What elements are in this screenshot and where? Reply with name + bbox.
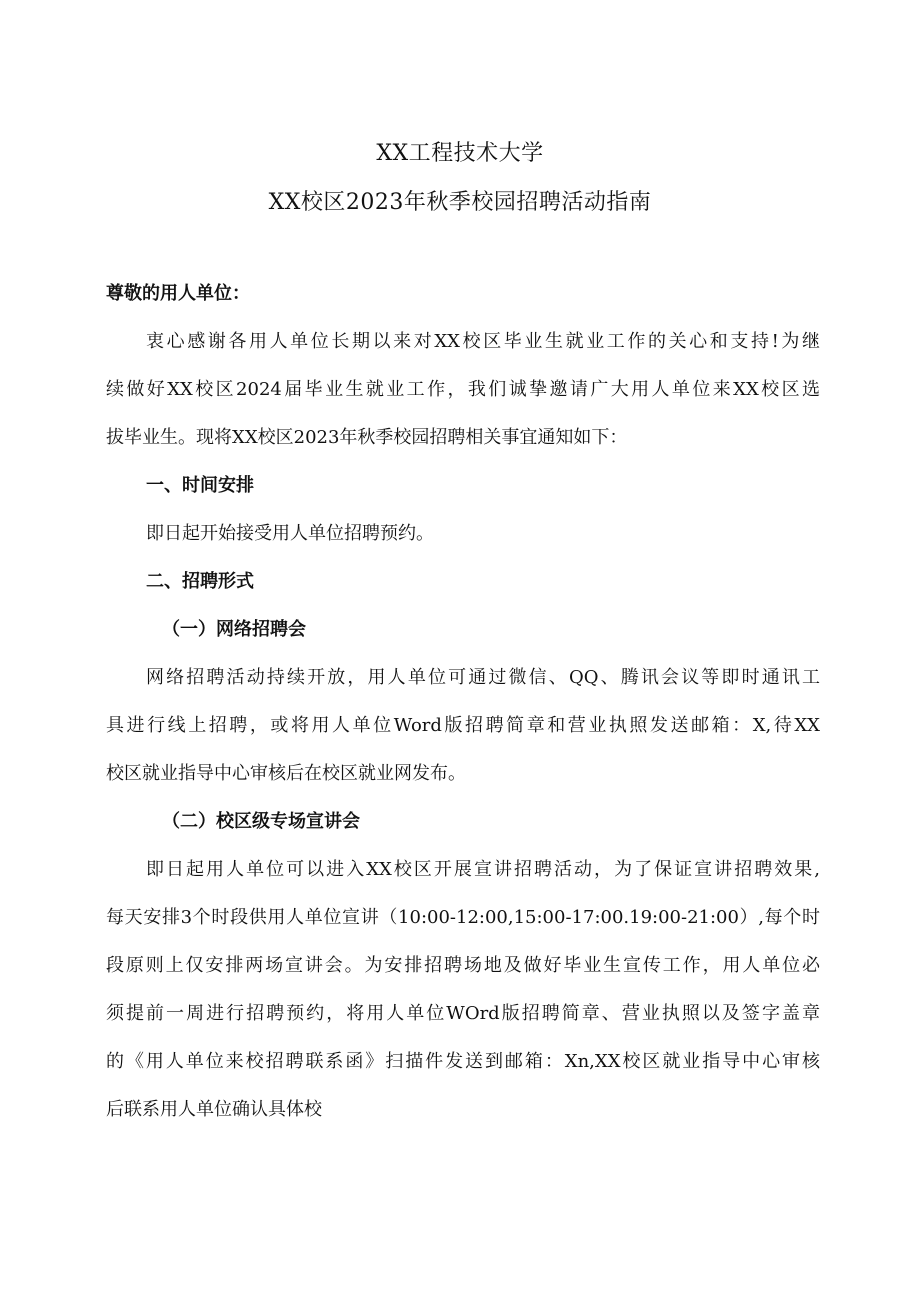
- subsection-1-line-1: 网络招聘活动持续开放，用人单位可通过微信、QQ、腾讯会议等即时通讯工: [146, 667, 820, 688]
- subsection-2-line-6: 后联系用人单位确认具体校: [106, 1099, 322, 1120]
- section-1-heading: 一、时间安排: [146, 475, 254, 496]
- section-1-body: 即日起开始接受用人单位招聘预约。: [146, 523, 434, 544]
- intro-line-1: 衷心感谢各用人单位长期以来对XX校区毕业生就业工作的关心和支持!为继: [146, 331, 820, 352]
- subsection-1-line-2: 具进行线上招聘，或将用人单位Word版招聘简章和营业执照发送邮箱：X,待XX: [106, 715, 820, 736]
- subsection-2-line-3: 段原则上仅安排两场宣讲会。为安排招聘场地及做好毕业生宣传工作，用人单位必: [106, 955, 820, 976]
- intro-line-3: 拔毕业生。现将XX校区2023年秋季校园招聘相关事宜通知如下：: [106, 427, 628, 448]
- document-title-line-2: XX校区2023年秋季校园招聘活动指南: [268, 190, 652, 215]
- section-2-heading: 二、招聘形式: [146, 571, 254, 592]
- document-title-line-1: XX工程技术大学: [376, 141, 544, 166]
- salutation: 尊敬的用人单位：: [106, 283, 250, 304]
- intro-line-2: 续做好XX校区2024届毕业生就业工作，我们诚挚邀请广大用人单位来XX校区选: [106, 379, 820, 400]
- subsection-1-heading: （一）网络招聘会: [162, 619, 306, 640]
- subsection-2-line-5: 的《用人单位来校招聘联系函》扫描件发送到邮箱：Xn,XX校区就业指导中心审核: [106, 1051, 820, 1072]
- subsection-2-line-2: 每天安排3个时段供用人单位宣讲（10:00-12:00,15:00-17:00.19:00-21:00）,每个时: [106, 907, 820, 928]
- subsection-1-line-3: 校区就业指导中心审核后在校区就业网发布。: [106, 763, 466, 784]
- subsection-2-heading: （二）校区级专场宣讲会: [162, 811, 360, 832]
- subsection-2-line-1: 即日起用人单位可以进入XX校区开展宣讲招聘活动，为了保证宣讲招聘效果,: [146, 859, 820, 880]
- subsection-2-line-4: 须提前一周进行招聘预约，将用人单位WOrd版招聘简章、营业执照以及签字盖章: [106, 1003, 820, 1024]
